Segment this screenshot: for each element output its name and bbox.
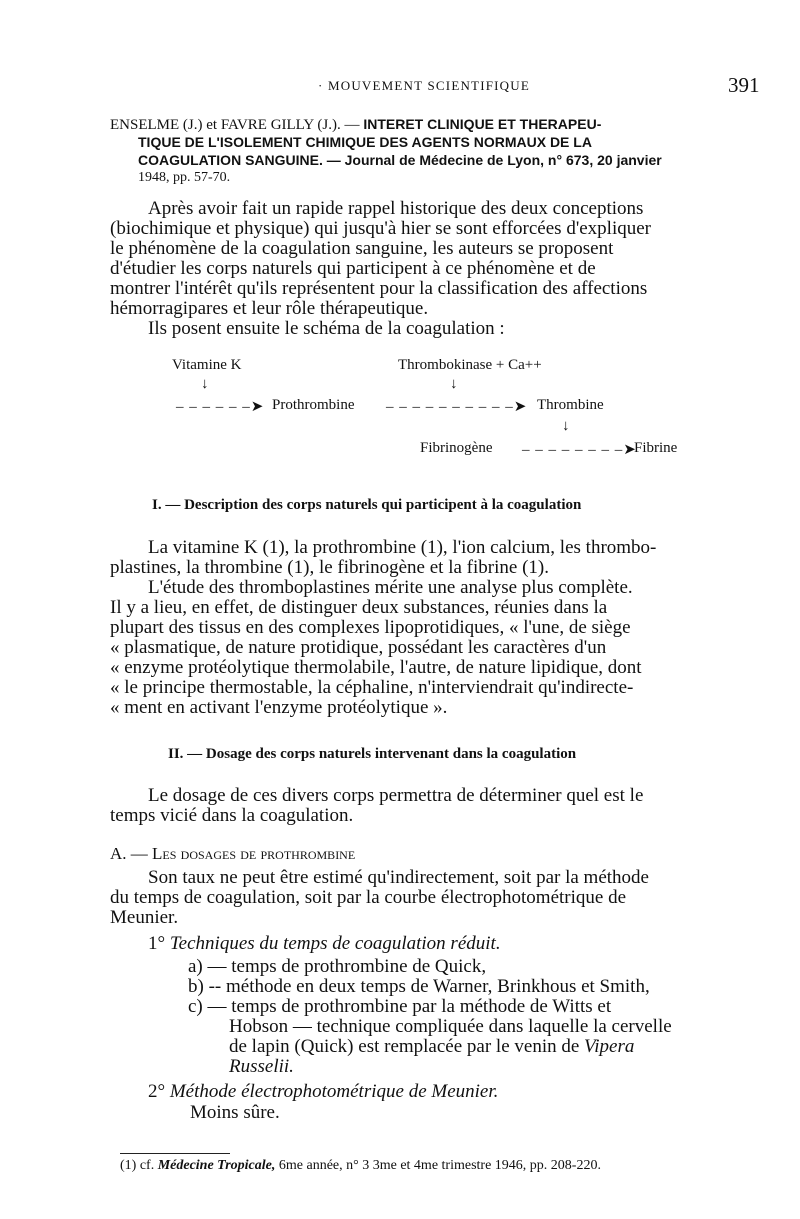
schema-thrombokinase: Thrombokinase + Ca++: [398, 357, 542, 373]
right-arrow-icon: – – – – – –➤: [176, 399, 265, 415]
reference-line-3: COAGULATION SANGUINE. — Journal de Médecine de Lyon, n° 673, 20 janvier: [138, 152, 662, 168]
subsection-a-line: du temps de coagulation, soit par la courbe électrophotométrique de: [110, 887, 626, 908]
running-header: · MOUVEMENT SCIENTIFIQUE: [318, 78, 530, 93]
down-arrow-icon: ↓: [450, 376, 458, 392]
schema-fibrine: Fibrine: [634, 440, 678, 456]
footnote-rule: [120, 1153, 230, 1154]
reference-line-4: 1948, pp. 57-70.: [138, 170, 231, 185]
section-1-line: Il y a lieu, en effet, de distinguer deux substances, réunies dans la: [110, 597, 608, 618]
section-2-line: Le dosage de ces divers corps permettra de déterminer quel est le: [148, 785, 644, 806]
section-1-line: « ment en activant l'enzyme protéolytique ».: [110, 697, 448, 718]
right-arrow-icon: – – – – – – – – – –➤: [386, 399, 528, 415]
section-1-heading: I. — Description des corps naturels qui participent à la coagulation: [152, 497, 582, 513]
section-1-line: plupart des tissus en des complexes lipoprotidiques, « l'une, de siège: [110, 617, 631, 638]
item-2-heading: [148, 1081, 498, 1103]
subsection-a-line: Son taux ne peut être estimé qu'indirectement, soit par la méthode: [148, 867, 649, 888]
section-1-line: « plasmatique, de nature protidique, possédant les caractères d'un: [110, 637, 607, 658]
section-1-line: « le principe thermostable, la céphaline, n'interviendrait qu'indirecte-: [110, 677, 634, 698]
item-2-title: Méthode électrophotométrique de Meunier.: [169, 1081, 499, 1102]
intro-line: Après avoir fait un rapide rappel historique des deux conceptions: [148, 198, 644, 219]
right-arrow-icon: – – – – – – – –➤: [522, 442, 637, 458]
item-1-c-cont: Russelii.: [229, 1056, 294, 1077]
footnote-journal: Médecine Tropicale,: [157, 1158, 276, 1173]
section-1-line: La vitamine K (1), la prothrombine (1), l'ion calcium, les thrombo-: [148, 537, 657, 558]
section-1-line: plastines, la thrombine (1), le fibrinogène et la fibrine (1).: [110, 557, 549, 578]
schema-thrombine: Thrombine: [537, 397, 604, 413]
schema-intro: Ils posent ensuite le schéma de la coagulation :: [148, 318, 505, 339]
intro-line: d'étudier les corps naturels qui participent à ce phénomène et de: [110, 258, 596, 279]
section-1-line: « enzyme protéolytique thermolabile, l'autre, de nature lipidique, dont: [110, 657, 642, 678]
page-number: 391: [728, 73, 760, 97]
footnote: (1) cf. Médecine Tropicale, 6me année, n° 3 3me et 4me trimestre 1946, pp. 208-220.: [120, 1158, 601, 1173]
item-1-b: b) -- méthode en deux temps de Warner, Brinkhous et Smith,: [188, 976, 650, 997]
intro-line: montrer l'intérêt qu'ils représentent pour la classification des affections: [110, 278, 648, 299]
item-1-number: 1°: [148, 933, 166, 954]
schema-prothrombine: Prothrombine: [272, 397, 355, 413]
item-1-a: a) — temps de prothrombine de Quick,: [188, 956, 487, 977]
down-arrow-icon: ↓: [562, 418, 570, 434]
down-arrow-icon: ↓: [201, 376, 209, 392]
item-2-text: Moins sûre.: [190, 1102, 280, 1123]
schema-vitamine-k: Vitamine K: [172, 357, 242, 373]
reference-authors: ENSELME (J.) et FAVRE GILLY (J.). —: [110, 117, 360, 133]
subsection-a-title: Les dosages de prothrombine: [152, 844, 356, 863]
intro-line: le phénomène de la coagulation sanguine, les auteurs se proposent: [110, 238, 614, 259]
intro-line: (biochimique et physique) qui jusqu'à hier se sont efforcées d'expliquer: [110, 218, 651, 239]
reference-line-2: TIQUE DE L'ISOLEMENT CHIMIQUE DES AGENTS NORMAUX DE LA: [138, 134, 592, 150]
item-1-c: c) — temps de prothrombine par la méthode de Witts et: [188, 996, 612, 1017]
section-2-heading: II. — Dosage des corps naturels intervenant dans la coagulation: [168, 746, 577, 762]
item-1-c-cont: de lapin (Quick) est remplacée par le venin de Vipera: [229, 1036, 635, 1057]
schema-fibrinogene: Fibrinogène: [420, 440, 493, 456]
item-2-number: 2°: [148, 1081, 166, 1102]
subsection-a-prefix: A. —: [110, 844, 153, 863]
species-name: Vipera: [584, 1036, 635, 1057]
item-1-heading: [148, 933, 501, 955]
item-1-title: Techniques du temps de coagulation réduit.: [169, 933, 501, 954]
section-1-line: L'étude des thromboplastines mérite une analyse plus complète.: [148, 577, 633, 598]
reference-line-1: [110, 116, 601, 134]
subsection-a-line: Meunier.: [110, 907, 179, 928]
intro-line: hémorragipares et leur rôle thérapeutique.: [110, 298, 429, 319]
subsection-a-heading: [110, 844, 355, 864]
section-2-line: temps vicié dans la coagulation.: [110, 805, 354, 826]
reference-title-start: INTERET CLINIQUE ET THERAPEU-: [363, 116, 602, 132]
item-1-c-cont: Hobson — technique compliquée dans laquelle la cervelle: [229, 1016, 672, 1037]
